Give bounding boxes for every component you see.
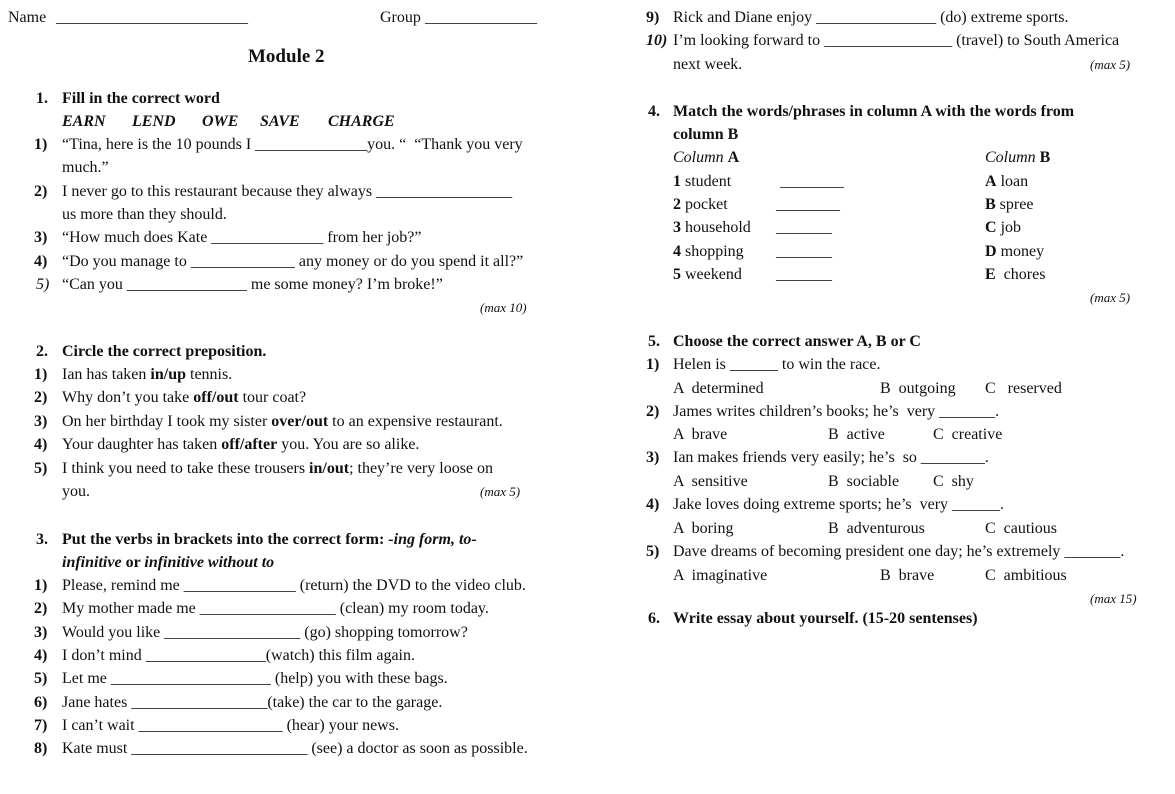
s1-item-4 bbox=[62, 252, 523, 272]
s3-item-4-text-b: (watch) this film again. bbox=[265, 647, 415, 664]
s5-item-1-option-c[interactable]: C reserved bbox=[985, 380, 1062, 397]
col-b-item-a-letter: A bbox=[985, 173, 997, 190]
section3-heading-a: Put the verbs in brackets into the correct form: bbox=[62, 531, 389, 548]
s3-item-10 bbox=[673, 31, 1119, 51]
s3-item-number: 9) bbox=[646, 9, 660, 26]
word-bank-lend: LEND bbox=[132, 113, 176, 130]
group-label: Group bbox=[380, 9, 421, 26]
s3-item-5 bbox=[62, 669, 448, 689]
section4-heading-line2: column B bbox=[673, 126, 739, 143]
s1-item-3 bbox=[62, 228, 421, 248]
s2-item-1-option[interactable]: in/up bbox=[150, 366, 186, 383]
s3-item-3-blank[interactable]: _________________ bbox=[164, 624, 301, 641]
col-a-item-3-blank[interactable]: _______ bbox=[776, 219, 832, 236]
col-a-item-5-num: 5 bbox=[673, 266, 681, 283]
s3-item-number: 10) bbox=[646, 32, 668, 49]
section1-heading: Fill in the correct word bbox=[62, 90, 220, 107]
s1-item-2 bbox=[62, 182, 512, 202]
s3-item-number: 2) bbox=[34, 600, 48, 617]
col-a-item-2 bbox=[673, 195, 728, 215]
s5-item-2-option-a[interactable]: A brave bbox=[673, 426, 728, 443]
s5-item-3-question: Ian makes friends very easily; he’s so ________. bbox=[673, 449, 989, 466]
s1-item-3-text-b: from her job?” bbox=[323, 229, 422, 246]
s1-item-1-text-a: “Tina, here is the 10 pounds I bbox=[62, 136, 256, 153]
col-a-item-3 bbox=[673, 218, 751, 238]
col-a-item-5-word: weekend bbox=[681, 266, 742, 283]
s3-item-8-blank[interactable]: ______________________ bbox=[131, 740, 308, 757]
section6-heading: Write essay about yourself. (15-20 sentenses) bbox=[673, 610, 978, 627]
s3-item-number: 7) bbox=[34, 717, 48, 734]
s3-item-2-blank[interactable]: _________________ bbox=[199, 600, 336, 617]
column-a-label-letter: A bbox=[727, 149, 740, 166]
s5-item-5-option-c[interactable]: C ambitious bbox=[985, 567, 1067, 584]
col-a-item-3-word: household bbox=[681, 219, 751, 236]
section1-max-score: (max 10) bbox=[480, 300, 527, 315]
col-b-item-e-word: chores bbox=[995, 266, 1046, 283]
s5-item-number: 1) bbox=[646, 356, 660, 373]
s5-item-5-option-a[interactable]: A imaginative bbox=[673, 567, 768, 584]
s1-item-3-text-a: “How much does Kate bbox=[62, 229, 212, 246]
section5-max-score: (max 15) bbox=[1090, 591, 1137, 606]
s3-item-7-blank[interactable]: __________________ bbox=[138, 717, 283, 734]
s1-item-number: 4) bbox=[34, 253, 48, 270]
s5-item-2-option-c[interactable]: C creative bbox=[933, 426, 1003, 443]
s3-item-9-text-a: Rick and Diane enjoy bbox=[673, 9, 817, 26]
s1-item-5-blank[interactable]: _______________ bbox=[126, 276, 247, 293]
s3-item-4-blank[interactable]: _______________ bbox=[145, 647, 266, 664]
s1-item-1 bbox=[62, 135, 523, 155]
s5-item-3-option-c[interactable]: C shy bbox=[933, 473, 974, 490]
section3-heading-b: -ing form, to- bbox=[388, 531, 477, 548]
s2-item-1-text-a: Ian has taken bbox=[62, 366, 151, 383]
s5-item-2-question: James writes children’s books; he’s very _______. bbox=[673, 403, 1000, 420]
col-a-item-4-num: 4 bbox=[673, 243, 681, 260]
s5-item-4-option-c[interactable]: C cautious bbox=[985, 520, 1057, 537]
s1-item-4-text-a: “Do you manage to bbox=[62, 253, 191, 270]
s3-item-10-line2: next week. bbox=[673, 56, 743, 73]
s3-item-4 bbox=[62, 646, 415, 666]
name-blank[interactable]: ________________________ bbox=[56, 9, 248, 26]
section5-heading: Choose the correct answer A, B or C bbox=[673, 333, 921, 350]
s3-item-number: 4) bbox=[34, 647, 48, 664]
s2-item-3 bbox=[62, 412, 503, 432]
col-a-item-1-blank[interactable]: ________ bbox=[780, 173, 844, 190]
s1-item-4-text-b: any money or do you spend it all?” bbox=[294, 253, 524, 270]
section3-max-score: (max 5) bbox=[1090, 57, 1131, 72]
s3-item-5-text-a: Let me bbox=[62, 670, 111, 687]
section2-heading: Circle the correct preposition. bbox=[62, 343, 267, 360]
s1-item-5 bbox=[62, 275, 443, 295]
s3-item-4-text-a: I don’t mind bbox=[62, 647, 146, 664]
section6-number: 6. bbox=[648, 610, 660, 627]
s3-item-3-text-b: (go) shopping tomorrow? bbox=[300, 624, 468, 641]
s5-item-4-option-a[interactable]: A boring bbox=[673, 520, 734, 537]
section3-heading-line1 bbox=[62, 530, 477, 550]
s3-item-number: 8) bbox=[34, 740, 48, 757]
s5-item-5-option-b[interactable]: B brave bbox=[880, 567, 935, 584]
s1-item-2-blank[interactable]: _________________ bbox=[376, 183, 513, 200]
section4-heading-line1: Match the words/phrases in column A with the words from bbox=[673, 103, 1075, 120]
s5-item-1-option-b[interactable]: B outgoing bbox=[880, 380, 956, 397]
s3-item-8 bbox=[62, 739, 528, 759]
col-b-item-a bbox=[985, 172, 1028, 192]
s2-item-4-option[interactable]: off/after bbox=[221, 436, 278, 453]
s3-item-2-text-a: My mother made me bbox=[62, 600, 200, 617]
s2-item-1-text-b: tennis. bbox=[186, 366, 233, 383]
s2-item-4-text-a: Your daughter has taken bbox=[62, 436, 222, 453]
s1-item-1-blank[interactable]: ______________ bbox=[255, 136, 368, 153]
s3-item-number: 6) bbox=[34, 694, 48, 711]
s3-item-1 bbox=[62, 576, 526, 596]
s5-item-number: 3) bbox=[646, 449, 660, 466]
s2-item-2-text-a: Why don’t you take bbox=[62, 389, 194, 406]
col-b-item-b-word: spree bbox=[995, 196, 1034, 213]
col-b-item-d-letter: D bbox=[985, 243, 997, 260]
s3-item-number: 1) bbox=[34, 577, 48, 594]
col-b-item-c-word: job bbox=[996, 219, 1022, 236]
word-bank-save: SAVE bbox=[260, 113, 300, 130]
column-b-label bbox=[985, 148, 1050, 168]
s3-item-number: 3) bbox=[34, 624, 48, 641]
s3-item-10-text-a: I’m looking forward to bbox=[673, 32, 825, 49]
section2-max-score: (max 5) bbox=[480, 484, 521, 499]
s3-item-2-text-b: (clean) my room today. bbox=[335, 600, 489, 617]
s3-item-10-text-b: (travel) to South America bbox=[952, 32, 1120, 49]
s5-item-5-question: Dave dreams of becoming president one day; he’s extremely _______. bbox=[673, 543, 1125, 560]
s2-item-5 bbox=[62, 459, 493, 479]
s3-item-2 bbox=[62, 599, 489, 619]
s3-item-5-blank[interactable]: ____________________ bbox=[110, 670, 271, 687]
s2-item-3-text-a: On her birthday I took my sister bbox=[62, 413, 272, 430]
s3-item-1-text-b: (return) the DVD to the video club. bbox=[295, 577, 526, 594]
s2-item-number: 4) bbox=[34, 436, 48, 453]
s5-item-2-option-b[interactable]: B active bbox=[828, 426, 885, 443]
s2-item-5-line2: you. bbox=[62, 483, 90, 500]
s3-item-6-text-a: Jane hates bbox=[62, 694, 132, 711]
col-a-item-5 bbox=[673, 265, 742, 285]
col-b-item-d-word: money bbox=[996, 243, 1045, 260]
s1-item-number: 3) bbox=[34, 229, 48, 246]
group-blank[interactable]: ______________ bbox=[425, 9, 537, 26]
s3-item-1-text-a: Please, remind me bbox=[62, 577, 184, 594]
col-b-item-a-word: loan bbox=[996, 173, 1029, 190]
s3-item-9 bbox=[673, 8, 1068, 28]
name-label: Name bbox=[8, 9, 47, 26]
s3-item-7-text-b: (hear) your news. bbox=[282, 717, 399, 734]
s5-item-number: 5) bbox=[646, 543, 660, 560]
s1-item-number: 5) bbox=[36, 276, 50, 293]
s5-item-number: 4) bbox=[646, 496, 660, 513]
s5-item-1-question: Helen is ______ to win the race. bbox=[673, 356, 881, 373]
s2-item-1 bbox=[62, 365, 232, 385]
column-a-label-text: Column bbox=[673, 149, 728, 166]
s2-item-number: 5) bbox=[34, 460, 48, 477]
s2-item-3-option[interactable]: over/out bbox=[271, 413, 329, 430]
col-a-item-4 bbox=[673, 242, 744, 262]
s5-item-3-option-a[interactable]: A sensitive bbox=[673, 473, 748, 490]
s1-item-1-text-b: you. “ “Thank you very bbox=[367, 136, 523, 153]
s3-item-7 bbox=[62, 716, 399, 736]
s1-item-2-text-a: I never go to this restaurant because they always bbox=[62, 183, 377, 200]
s1-item-3-blank[interactable]: ______________ bbox=[211, 229, 324, 246]
section3-heading-d: or bbox=[121, 554, 145, 571]
col-b-item-c bbox=[985, 218, 1021, 238]
s2-item-2 bbox=[62, 388, 306, 408]
word-bank-charge: CHARGE bbox=[328, 113, 395, 130]
col-b-item-e-letter: E bbox=[985, 266, 996, 283]
s2-item-3-text-b: to an expensive restaurant. bbox=[328, 413, 503, 430]
col-a-item-1-word: student bbox=[681, 173, 732, 190]
section1-number: 1. bbox=[36, 90, 48, 107]
col-b-item-d bbox=[985, 242, 1044, 262]
s2-item-5-option[interactable]: in/out bbox=[309, 460, 350, 477]
s2-item-number: 2) bbox=[34, 389, 48, 406]
col-b-item-c-letter: C bbox=[985, 219, 997, 236]
section2-number: 2. bbox=[36, 343, 48, 360]
s1-item-5-text-b: me some money? I’m broke!” bbox=[246, 276, 443, 293]
col-b-item-e bbox=[985, 265, 1045, 285]
s3-item-3-text-a: Would you like bbox=[62, 624, 165, 641]
s3-item-6 bbox=[62, 693, 442, 713]
s1-item-1-line2: much.” bbox=[62, 159, 109, 176]
s2-item-number: 1) bbox=[34, 366, 48, 383]
s1-item-number: 2) bbox=[34, 183, 48, 200]
col-b-item-b-letter: B bbox=[985, 196, 996, 213]
col-a-item-4-blank[interactable]: _______ bbox=[776, 243, 832, 260]
s3-item-7-text-a: I can’t wait bbox=[62, 717, 139, 734]
s2-item-2-option[interactable]: off/out bbox=[193, 389, 239, 406]
s3-item-3 bbox=[62, 623, 468, 643]
s2-item-5-text-b: ; they’re very loose on bbox=[349, 460, 494, 477]
section4-max-score: (max 5) bbox=[1090, 290, 1131, 305]
col-a-item-2-num: 2 bbox=[673, 196, 681, 213]
section3-heading-e: infinitive without to bbox=[144, 554, 275, 571]
section3-heading-c: infinitive bbox=[62, 554, 122, 571]
s1-item-number: 1) bbox=[34, 136, 48, 153]
word-bank-earn: EARN bbox=[62, 113, 106, 130]
col-a-item-3-num: 3 bbox=[673, 219, 681, 236]
column-b-label-text: Column bbox=[985, 149, 1040, 166]
s2-item-5-text-a: I think you need to take these trousers bbox=[62, 460, 310, 477]
s2-item-4-text-b: you. You are so alike. bbox=[277, 436, 420, 453]
col-a-item-1 bbox=[673, 172, 731, 192]
s5-item-4-question: Jake loves doing extreme sports; he’s very ______. bbox=[673, 496, 1005, 513]
col-a-item-4-word: shopping bbox=[681, 243, 744, 260]
s2-item-number: 3) bbox=[34, 413, 48, 430]
col-a-item-5-blank[interactable]: _______ bbox=[776, 266, 832, 283]
s3-item-10-blank[interactable]: ________________ bbox=[824, 32, 953, 49]
s5-item-1-option-a[interactable]: A determined bbox=[673, 380, 764, 397]
s3-item-6-text-b: (take) the car to the garage. bbox=[267, 694, 443, 711]
word-bank-owe: OWE bbox=[202, 113, 239, 130]
s5-item-3-option-b[interactable]: B sociable bbox=[828, 473, 900, 490]
column-b-label-letter: B bbox=[1039, 149, 1051, 166]
s3-item-number: 5) bbox=[34, 670, 48, 687]
section5-number: 5. bbox=[648, 333, 660, 350]
s3-item-1-blank[interactable]: ______________ bbox=[183, 577, 296, 594]
page-title: Module 2 bbox=[248, 46, 325, 67]
s3-item-8-text-a: Kate must bbox=[62, 740, 132, 757]
col-a-item-2-word: pocket bbox=[681, 196, 728, 213]
s5-item-4-option-b[interactable]: B adventurous bbox=[828, 520, 925, 537]
col-a-item-1-num: 1 bbox=[673, 173, 681, 190]
col-a-item-2-blank[interactable]: ________ bbox=[776, 196, 840, 213]
s1-item-2-line2: us more than they should. bbox=[62, 206, 227, 223]
col-b-item-b bbox=[985, 195, 1033, 215]
s1-item-4-blank[interactable]: _____________ bbox=[190, 253, 295, 270]
section4-number: 4. bbox=[648, 103, 660, 120]
s3-item-6-blank[interactable]: _________________ bbox=[131, 694, 268, 711]
section3-number: 3. bbox=[36, 531, 48, 548]
section3-heading-line2 bbox=[62, 553, 274, 573]
s3-item-9-text-b: (do) extreme sports. bbox=[936, 9, 1069, 26]
s3-item-5-text-b: (help) you with these bags. bbox=[270, 670, 448, 687]
s2-item-2-text-b: tour coat? bbox=[238, 389, 307, 406]
s1-item-5-text-a: “Can you bbox=[62, 276, 127, 293]
s3-item-9-blank[interactable]: _______________ bbox=[816, 9, 937, 26]
s5-item-number: 2) bbox=[646, 403, 660, 420]
column-a-label bbox=[673, 148, 739, 168]
s2-item-4 bbox=[62, 435, 419, 455]
s3-item-8-text-b: (see) a doctor as soon as possible. bbox=[307, 740, 528, 757]
